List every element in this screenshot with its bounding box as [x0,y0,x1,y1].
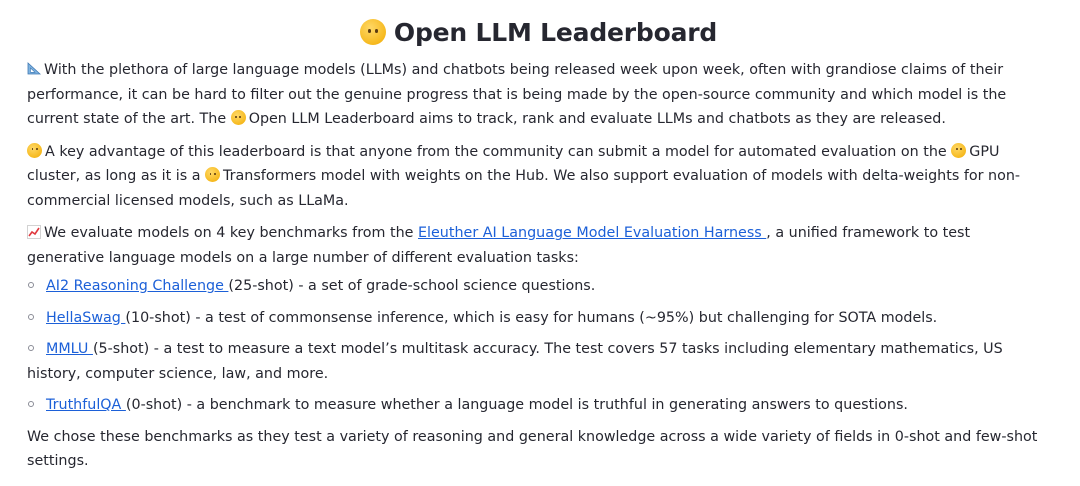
intro-text-continued: Open LLM Leaderboard aims to track, rank and evaluate LLMs and chatbots as they are released. [248,111,946,127]
hugging-face-icon [951,143,966,158]
intro-paragraph [27,58,1050,132]
benchmark-description: (10-shot) - a test of commonsense inference, which is easy for humans (~95%) but challenging for SOTA models. [125,309,938,326]
benchmark-list [27,274,1050,418]
arc-link[interactable]: AI2 Reasoning Challenge [46,278,229,294]
closing-paragraph: We chose these benchmarks as they test a variety of reasoning and general knowledge across a wide variety of fields in 0-shot and few-shot settings. [27,428,1038,469]
advantage-text-part2: GPU cluster, as long as it is a [27,143,1000,184]
mmlu-link[interactable]: MMLU [46,341,93,357]
hellaswag-link[interactable]: HellaSwag [46,309,126,326]
triangular-ruler-icon [27,62,41,75]
bullet-icon [28,345,34,351]
bullet-icon [28,314,34,320]
list-item [27,306,1050,331]
hugging-face-icon [205,167,220,182]
advantage-text-part1: A key advantage of this leaderboard is that anyone from the community can submit a model for automated evaluation on the [45,143,947,160]
benchmarks-intro-paragraph [27,221,1050,270]
benchmark-description: (0-shot) - a benchmark to measure whether a language model is truthful in generating answers to questions. [125,397,908,413]
chart-increasing-icon [27,225,41,239]
advantage-text-part3: Transformers model with weights on the Hub. We also support evaluation of models with delta-weights for non-commercial licensed models, such as LLaMa. [27,168,1021,209]
benchmarks-intro-text: We evaluate models on 4 key benchmarks from the [44,225,414,241]
benchmark-description: (5-shot) - a test to measure a text model’s multitask accuracy. The test covers 57 tasks including elementary mathematics, US history, computer science, law, and more. [27,341,1003,382]
advantage-paragraph [27,140,1050,214]
hugging-face-icon [27,143,42,158]
hugging-face-icon [360,19,386,45]
bullet-icon [28,282,34,288]
list-item [27,274,1050,299]
benchmarks-intro-text-continued: , a unified framework to test generative language models on a large number of different evaluation tasks: [27,225,971,266]
bullet-icon [28,401,34,407]
truthfulqa-link[interactable]: TruthfulQA [46,397,126,413]
hugging-face-icon [231,110,246,125]
intro-text: With the plethora of large language models (LLMs) and chatbots being released week upon week, often with grandiose claims of their performance, it can be hard to filter out the genuine progress that is being made by the open-source community and which model is the current state of the art. The [27,62,1007,127]
benchmark-description: (25-shot) - a set of grade-school science questions. [228,278,596,294]
list-item [27,337,1050,386]
eleuther-harness-link[interactable]: Eleuther AI Language Model Evaluation Harness [418,225,767,241]
page-title-text: Open LLM Leaderboard [393,18,718,47]
list-item [27,393,1050,418]
page-title [27,14,1050,52]
